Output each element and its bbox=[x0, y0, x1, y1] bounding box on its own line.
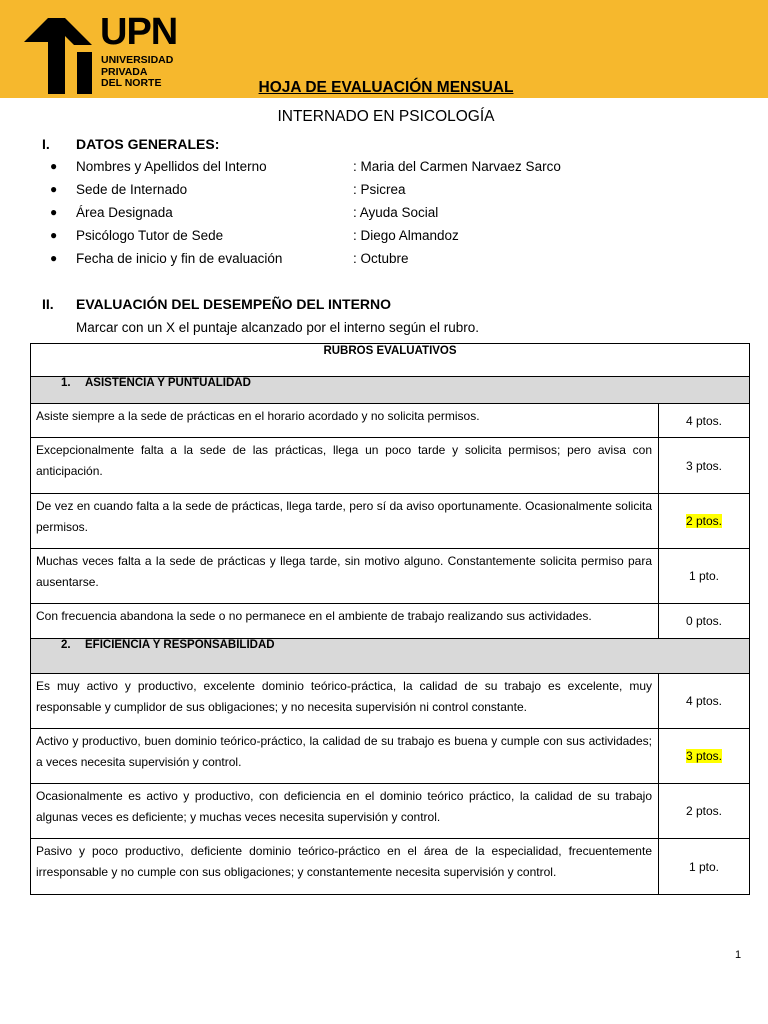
score-value: 2 ptos. bbox=[685, 804, 723, 818]
score-value-selected: 2 ptos. bbox=[685, 514, 723, 528]
logo-line: PRIVADA bbox=[101, 65, 148, 78]
info-value: : Psicrea bbox=[353, 182, 406, 197]
info-label: Nombres y Apellidos del Interno bbox=[76, 159, 267, 174]
rubric-table bbox=[30, 343, 750, 895]
rubric-description: Pasivo y poco productivo, deficiente dominio teórico-práctico en el área de la especialidad, frecuentemente irresponsable y no cumple con sus obligaciones; y constantemente necesita supervisión y control. bbox=[31, 839, 659, 894]
bullet-icon: ● bbox=[50, 251, 58, 265]
score-value: 4 ptos. bbox=[685, 413, 723, 428]
info-value: : Ayuda Social bbox=[353, 205, 439, 220]
bullet-icon: ● bbox=[50, 228, 58, 242]
logo-wordmark: UPN bbox=[100, 11, 178, 53]
rubric-title: RUBROS EVALUATIVOS bbox=[30, 343, 750, 377]
rubric-description: Excepcionalmente falta a la sede de las prácticas, llega un poco tarde y solicita permisos; pero avisa con anticipación. bbox=[31, 438, 659, 493]
instruction-text: Marcar con un X el puntaje alcanzado por el interno según el rubro. bbox=[76, 320, 479, 335]
rubric-description: Con frecuencia abandona la sede o no permanece en el ambiente de trabajo realizando sus actividades. bbox=[31, 604, 659, 638]
rubric-row[interactable] bbox=[30, 674, 750, 729]
section-label: DATOS GENERALES: bbox=[76, 136, 220, 152]
category-row bbox=[30, 377, 750, 404]
bullet-icon: ● bbox=[50, 205, 58, 219]
info-label: Sede de Internado bbox=[76, 182, 188, 197]
info-label: Fecha de inicio y fin de evaluación bbox=[76, 251, 283, 266]
rubric-row[interactable] bbox=[30, 604, 750, 639]
page-number: 1 bbox=[735, 949, 742, 961]
logo-line: DEL NORTE bbox=[101, 77, 162, 89]
score-value: 4 ptos. bbox=[685, 694, 723, 708]
logo-line: UNIVERSIDAD bbox=[101, 54, 174, 66]
info-value: : Diego Almandoz bbox=[353, 228, 459, 243]
rubric-description: Asiste siempre a la sede de prácticas en el horario acordado y no solicita permisos. bbox=[31, 404, 659, 437]
rubric-description: Activo y productivo, buen dominio teórico-práctico, la calidad de su trabajo es buena y cumple con sus actividades; a veces necesita supervisión y control. bbox=[31, 729, 659, 783]
score-value: 3 ptos. bbox=[685, 458, 723, 473]
section-label: EVALUACIÓN DEL DESEMPEÑO DEL INTERNO bbox=[76, 296, 392, 312]
info-value: : Maria del Carmen Narvaez Sarco bbox=[353, 159, 561, 174]
document-subtitle: INTERNADO EN PSICOLOGÍA bbox=[277, 108, 495, 125]
section-number: I. bbox=[42, 136, 50, 152]
score-value-selected: 3 ptos. bbox=[685, 749, 723, 763]
info-value: : Octubre bbox=[353, 251, 409, 266]
score-cell[interactable] bbox=[659, 604, 749, 638]
score-value: 1 pto. bbox=[688, 569, 720, 583]
rubric-row[interactable] bbox=[30, 404, 750, 438]
rubric-description: De vez en cuando falta a la sede de prácticas, llega tarde, pero sí da aviso oportunamente. Ocasionalmente solicita permisos. bbox=[31, 494, 659, 548]
category-row bbox=[30, 639, 750, 674]
score-cell[interactable] bbox=[659, 549, 749, 603]
category-number: 2. bbox=[61, 639, 71, 651]
info-label: Psicólogo Tutor de Sede bbox=[76, 228, 224, 243]
score-cell[interactable] bbox=[659, 404, 749, 437]
score-value: 0 ptos. bbox=[685, 614, 723, 628]
score-value: 1 pto. bbox=[688, 859, 720, 874]
rubric-row[interactable] bbox=[30, 729, 750, 784]
bullet-icon: ● bbox=[50, 182, 58, 196]
score-cell[interactable] bbox=[659, 729, 749, 783]
document-title: HOJA DE EVALUACIÓN MENSUAL bbox=[258, 79, 514, 96]
category-number: 1. bbox=[61, 377, 71, 389]
rubric-row[interactable] bbox=[30, 549, 750, 604]
category-label: ASISTENCIA Y PUNTUALIDAD bbox=[85, 377, 251, 389]
bullet-icon: ● bbox=[50, 159, 58, 173]
rubric-description: Muchas veces falta a la sede de prácticas y llega tarde, sin motivo alguno. Constantemente solicita permiso para ausentarse. bbox=[31, 549, 659, 603]
score-cell[interactable] bbox=[659, 839, 749, 894]
rubric-description: Ocasionalmente es activo y productivo, con deficiencia en el dominio teórico práctico, la calidad de su trabajo algunas veces es deficiente; y muchas veces necesita supervisión y control. bbox=[31, 784, 659, 838]
rubric-row[interactable] bbox=[30, 438, 750, 494]
info-label: Área Designada bbox=[76, 205, 173, 220]
rubric-description: Es muy activo y productivo, excelente dominio teórico-práctica, la calidad de su trabajo es excelente, muy responsable y cumplidor de sus obligaciones; y no necesita supervisión ni control constante. bbox=[31, 674, 659, 728]
score-cell[interactable] bbox=[659, 494, 749, 548]
rubric-row[interactable] bbox=[30, 494, 750, 549]
category-label: EFICIENCIA Y RESPONSABILIDAD bbox=[85, 639, 275, 651]
rubric-row[interactable] bbox=[30, 784, 750, 839]
score-cell[interactable] bbox=[659, 784, 749, 838]
rubric-row[interactable] bbox=[30, 839, 750, 895]
section-number: II. bbox=[42, 296, 54, 312]
score-cell[interactable] bbox=[659, 438, 749, 493]
score-cell[interactable] bbox=[659, 674, 749, 728]
